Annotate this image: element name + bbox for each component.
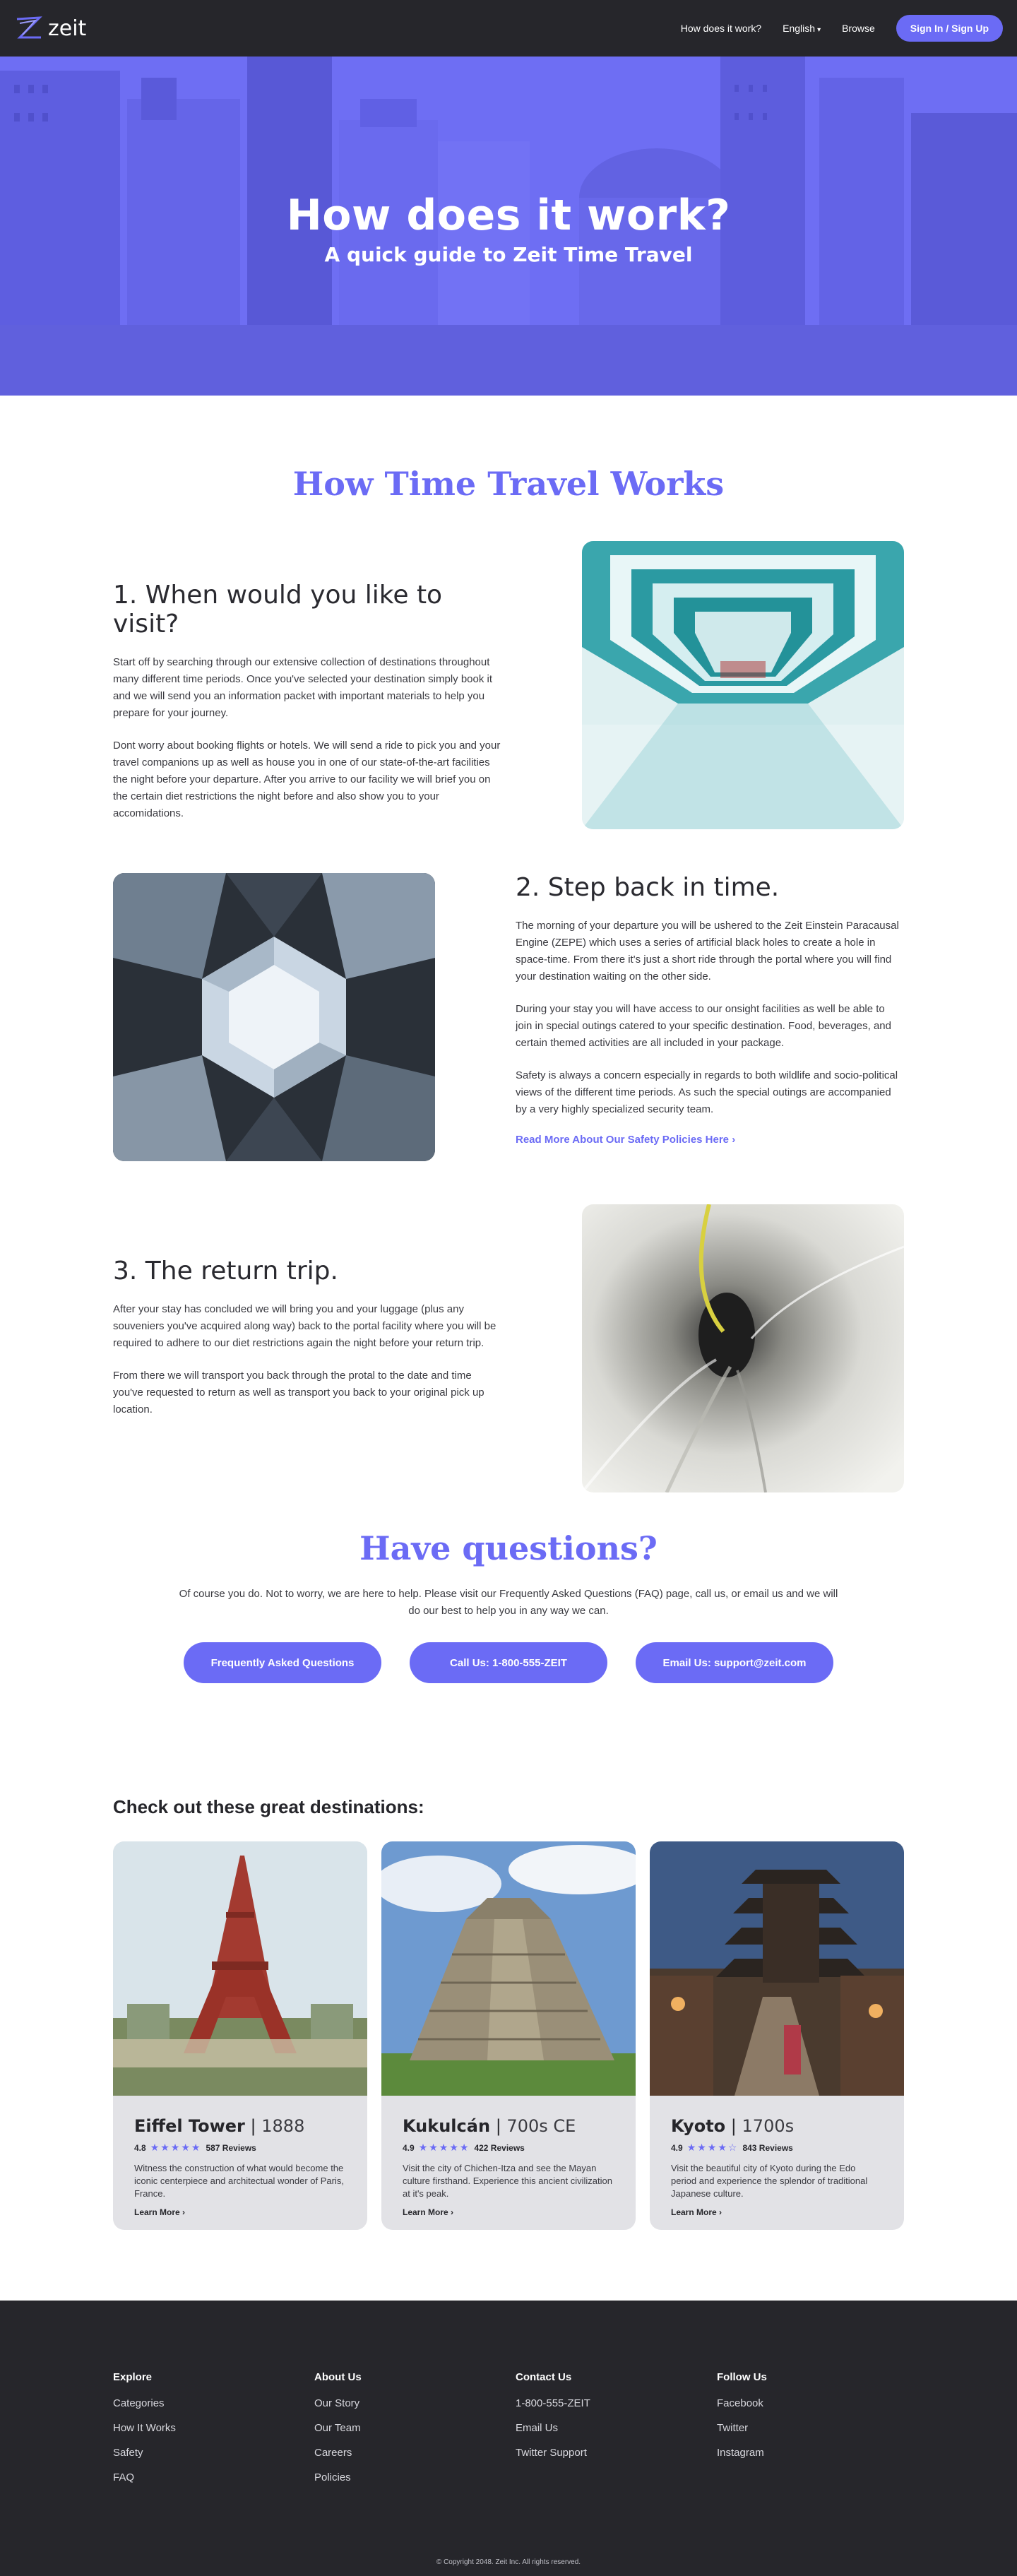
step-2-heading: 2. Step back in time. bbox=[516, 873, 780, 902]
eiffel-tower-image bbox=[113, 1841, 367, 2096]
footer-link-facebook[interactable]: Facebook bbox=[717, 2397, 763, 2409]
destination-card-kukulcan[interactable] bbox=[381, 1841, 636, 2230]
divider: | bbox=[495, 2116, 501, 2136]
footer-link-careers[interactable]: Careers bbox=[314, 2447, 352, 2459]
footer-link-categories[interactable]: Categories bbox=[113, 2397, 165, 2409]
footer-column-contact bbox=[516, 2371, 717, 2496]
step-3-paragraph-1: After your stay has concluded we will bring you and your luggage (plus any souveniers you've acquired along way) back to the portal facility where you will be required to adhere to our diet restrictions again the night before your return trip. bbox=[113, 1303, 496, 1349]
nav-link-how-it-works[interactable]: How does it work? bbox=[680, 23, 762, 34]
nav-link-browse[interactable]: Browse bbox=[842, 23, 875, 34]
step-3-warp-tunnel-image bbox=[582, 1204, 904, 1492]
card-2-era: 700s CE bbox=[506, 2116, 576, 2136]
card-3-rating-value: 4.9 bbox=[671, 2142, 683, 2153]
faq-button[interactable]: Frequently Asked Questions bbox=[184, 1642, 381, 1683]
safety-policies-link[interactable]: Read More About Our Safety Policies Here › bbox=[516, 1134, 736, 1146]
questions-buttons bbox=[0, 1642, 1017, 1683]
card-1-learn-more-link[interactable]: Learn More › bbox=[134, 2207, 186, 2217]
kukulcan-pyramid-image bbox=[381, 1841, 636, 2096]
card-1-reviews[interactable]: 587 Reviews bbox=[206, 2142, 256, 2153]
top-nav bbox=[0, 0, 1017, 57]
chevron-down-icon: ▾ bbox=[817, 26, 821, 34]
step-2-paragraph-3: Safety is always a concern especially in regards to both wildlife and socio-political views of the different time periods. As such the special outings are accompanied by a very highly specialized security team. bbox=[516, 1069, 898, 1115]
star-icon: ★★★★☆ bbox=[686, 2142, 739, 2153]
footer-heading: Explore bbox=[113, 2371, 153, 2383]
step-1-tunnel-image bbox=[582, 541, 904, 829]
kyoto-pagoda-image bbox=[650, 1841, 904, 2096]
card-3-name: Kyoto bbox=[671, 2116, 726, 2136]
logo[interactable] bbox=[14, 13, 86, 43]
step-1-heading: 1. When would you like to visit? bbox=[113, 581, 443, 639]
footer-link-email[interactable]: Email Us bbox=[516, 2422, 559, 2434]
hero-subtitle: A quick guide to Zeit Time Travel bbox=[324, 243, 693, 266]
card-2-learn-more-link[interactable]: Learn More › bbox=[403, 2207, 454, 2217]
star-icon: ★★★★★ bbox=[418, 2142, 470, 2153]
card-2-rating bbox=[403, 2142, 614, 2154]
card-2-name: Kukulcán bbox=[403, 2116, 491, 2136]
card-1-rating-value: 4.8 bbox=[134, 2142, 146, 2153]
logo-text: zeit bbox=[48, 16, 87, 41]
step-1-paragraph-2: Dont worry about booking flights or hotels. We will send a ride to pick you and your travel companions up as well as house you in one of our state-of-the-art facilities the night before your departure. After you arrive to our facility we will brief you on the certain diet restrictions the night before and also show you to your accomidations. bbox=[113, 740, 501, 819]
footer-column-about bbox=[314, 2371, 516, 2496]
questions-text: Of course you do. Not to worry, we are here to help. Please visit our Frequently Asked Questions (FAQ) page, call us, or email us and we will do our best to help you in any way we can. bbox=[179, 1588, 838, 1617]
footer bbox=[0, 2301, 1017, 2576]
footer-link-twitter-support[interactable]: Twitter Support bbox=[516, 2447, 587, 2459]
card-2-reviews[interactable]: 422 Reviews bbox=[474, 2142, 525, 2153]
footer-link-how-it-works[interactable]: How It Works bbox=[113, 2422, 176, 2434]
divider: | bbox=[250, 2116, 256, 2136]
hero-title: How does it work? bbox=[286, 191, 731, 240]
copyright: © Copyright 2048. Zeit Inc. All rights reserved. bbox=[436, 2558, 581, 2566]
destination-cards bbox=[113, 1841, 904, 2230]
card-3-learn-more-link[interactable]: Learn More › bbox=[671, 2207, 722, 2217]
footer-link-our-story[interactable]: Our Story bbox=[314, 2397, 360, 2409]
step-2-kaleidoscope-image bbox=[113, 873, 435, 1161]
footer-heading: Contact Us bbox=[516, 2371, 572, 2383]
card-1-name: Eiffel Tower bbox=[134, 2116, 245, 2136]
footer-link-twitter[interactable]: Twitter bbox=[717, 2422, 749, 2434]
footer-heading: Follow Us bbox=[717, 2371, 767, 2383]
destinations-heading: Check out these great destinations: bbox=[113, 1796, 424, 1817]
footer-link-policies[interactable]: Policies bbox=[314, 2471, 351, 2483]
hero bbox=[0, 57, 1017, 396]
card-2-description: Visit the city of Chichen-Itza and see the Mayan culture firsthand. Experience this ancient civilization at it's peak. bbox=[403, 2163, 612, 2199]
footer-link-phone[interactable]: 1-800-555-ZEIT bbox=[516, 2397, 590, 2409]
card-1-rating bbox=[134, 2142, 346, 2154]
footer-link-instagram[interactable]: Instagram bbox=[717, 2447, 764, 2459]
call-us-button[interactable]: Call Us: 1-800-555-ZEIT bbox=[410, 1642, 607, 1683]
language-dropdown[interactable] bbox=[783, 23, 821, 34]
divider: | bbox=[730, 2116, 737, 2136]
footer-column-follow bbox=[717, 2371, 918, 2496]
step-3-paragraph-2: From there we will transport you back through the protal to the date and time you've requested to return as well as transport you back to your original pick up location. bbox=[113, 1370, 484, 1415]
destination-card-kyoto[interactable] bbox=[650, 1841, 904, 2230]
footer-link-faq[interactable]: FAQ bbox=[113, 2471, 135, 2483]
star-icon: ★★★★★ bbox=[150, 2142, 202, 2153]
card-2-rating-value: 4.9 bbox=[403, 2142, 415, 2153]
footer-link-our-team[interactable]: Our Team bbox=[314, 2422, 361, 2434]
card-3-description: Visit the beautiful city of Kyoto during the Edo period and experience the splendor of traditional Japanese culture. bbox=[671, 2163, 868, 2199]
card-1-era: 1888 bbox=[261, 2116, 305, 2136]
step-1-paragraph-1: Start off by searching through our extensive collection of destinations throughout many different time periods. Once you've selected your destination simply book it and we will send you an information packet with important materials to help you prepare for your journey. bbox=[113, 656, 493, 719]
signin-button[interactable]: Sign In / Sign Up bbox=[896, 15, 1003, 42]
step-2-paragraph-1: The morning of your departure you will be ushered to the Zeit Einstein Paracausal Engine (ZEPE) which uses a series of artificial black holes to create a hole in space-time. From there it's just a short ride through the portal where you will find your destination waiting on the other side. bbox=[516, 920, 899, 983]
card-3-reviews[interactable]: 843 Reviews bbox=[742, 2142, 793, 2153]
footer-column-explore bbox=[113, 2371, 314, 2496]
card-3-era: 1700s bbox=[742, 2116, 795, 2136]
email-us-button[interactable]: Email Us: support@zeit.com bbox=[636, 1642, 833, 1683]
zeit-logo-icon bbox=[14, 13, 44, 43]
card-3-rating bbox=[671, 2142, 883, 2154]
footer-link-safety[interactable]: Safety bbox=[113, 2447, 143, 2459]
step-3-heading: 3. The return trip. bbox=[113, 1257, 338, 1286]
how-section-title: How Time Travel Works bbox=[292, 465, 725, 503]
destination-card-eiffel-tower[interactable] bbox=[113, 1841, 367, 2230]
step-2-paragraph-2: During your stay you will have access to our onsight facilities as well be able to join in special outings catered to your specific destination. Food, beverages, and certain themed activities are all included in your package. bbox=[516, 1003, 891, 1049]
questions-title: Have questions? bbox=[359, 1529, 658, 1567]
card-1-description: Witness the construction of what would become the iconic centerpiece and architectual wonder of Paris, France. bbox=[134, 2163, 344, 2199]
footer-heading: About Us bbox=[314, 2371, 362, 2383]
language-label: English bbox=[783, 23, 816, 34]
